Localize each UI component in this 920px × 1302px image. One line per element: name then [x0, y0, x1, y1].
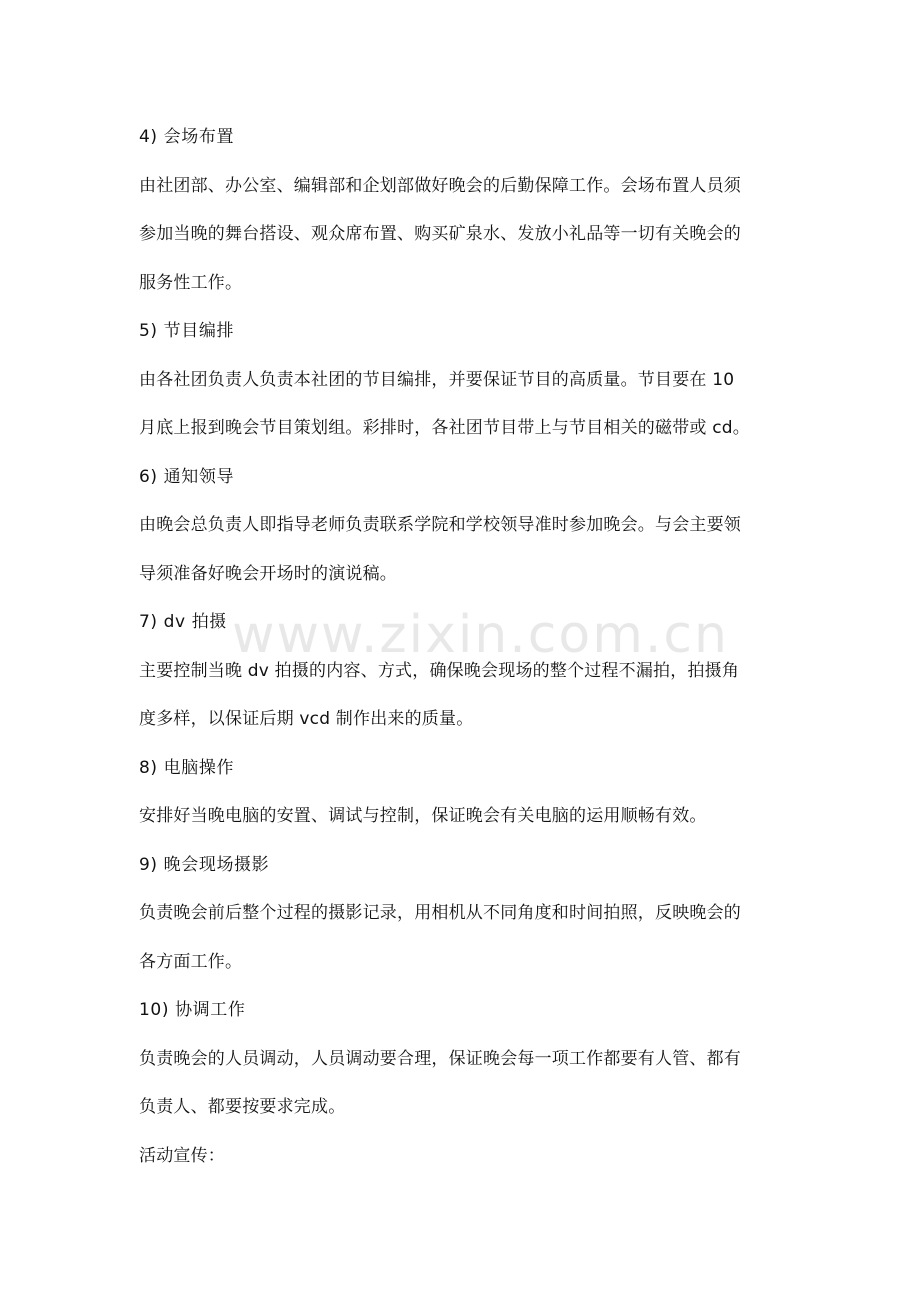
- paragraph-line: 由晚会总负责人即指导老师负责联系学院和学校领导准时参加晚会。与会主要领: [139, 515, 741, 535]
- paragraph-line: 导须准备好晚会开场时的演说稿。: [139, 563, 397, 584]
- paragraph-line: 负责人、都要按要求完成。: [139, 1097, 346, 1117]
- section-heading-computer-operation: 8) 电脑操作: [139, 757, 235, 778]
- paragraph-line: 参加当晚的舞台搭设、观众席布置、购买矿泉水、发放小礼品等一切有关晚会的: [139, 224, 741, 244]
- section-label-publicity: 活动宣传：: [139, 1145, 225, 1166]
- watermark: www.zixin.com.cn: [232, 605, 729, 665]
- section-heading-coordination: 10) 协调工作: [139, 1000, 246, 1020]
- paragraph-line: 月底上报到晚会节目策划组。彩排时，各社团节目带上与节目相关的磁带或 cd。: [139, 418, 750, 438]
- paragraph-line: 主要控制当晚 dv 拍摄的内容、方式，确保晚会现场的整个过程不漏拍，拍摄角: [139, 660, 740, 681]
- section-heading-program: 5) 节目编排: [139, 321, 235, 341]
- paragraph-line: 各方面工作。: [139, 951, 243, 972]
- paragraph-line: 负责晚会前后整个过程的摄影记录，用相机从不同角度和时间拍照，反映晚会的: [139, 903, 741, 923]
- section-heading-venue: 4) 会场布置: [139, 127, 235, 147]
- paragraph-line: 由各社团负责人负责本社团的节目编排，并要保证节目的高质量。节目要在 10: [139, 369, 735, 390]
- section-heading-notify-leaders: 6) 通知领导: [139, 466, 235, 487]
- section-heading-photography: 9) 晚会现场摄影: [139, 854, 270, 875]
- document-body: [139, 119, 789, 1186]
- paragraph-line: 由社团部、办公室、编辑部和企划部做好晚会的后勤保障工作。会场布置人员须: [139, 175, 741, 196]
- section-heading-dv-filming: 7) dv 拍摄: [139, 612, 227, 632]
- paragraph-line: 负责晚会的人员调动，人员调动要合理，保证晚会每一项工作都要有人管、都有: [139, 1048, 741, 1069]
- paragraph-line: 安排好当晚电脑的安置、调试与控制，保证晚会有关电脑的运用顺畅有效。: [139, 806, 707, 826]
- paragraph-line: 服务性工作。: [139, 272, 243, 293]
- paragraph-line: 度多样，以保证后期 vcd 制作出来的质量。: [139, 709, 474, 729]
